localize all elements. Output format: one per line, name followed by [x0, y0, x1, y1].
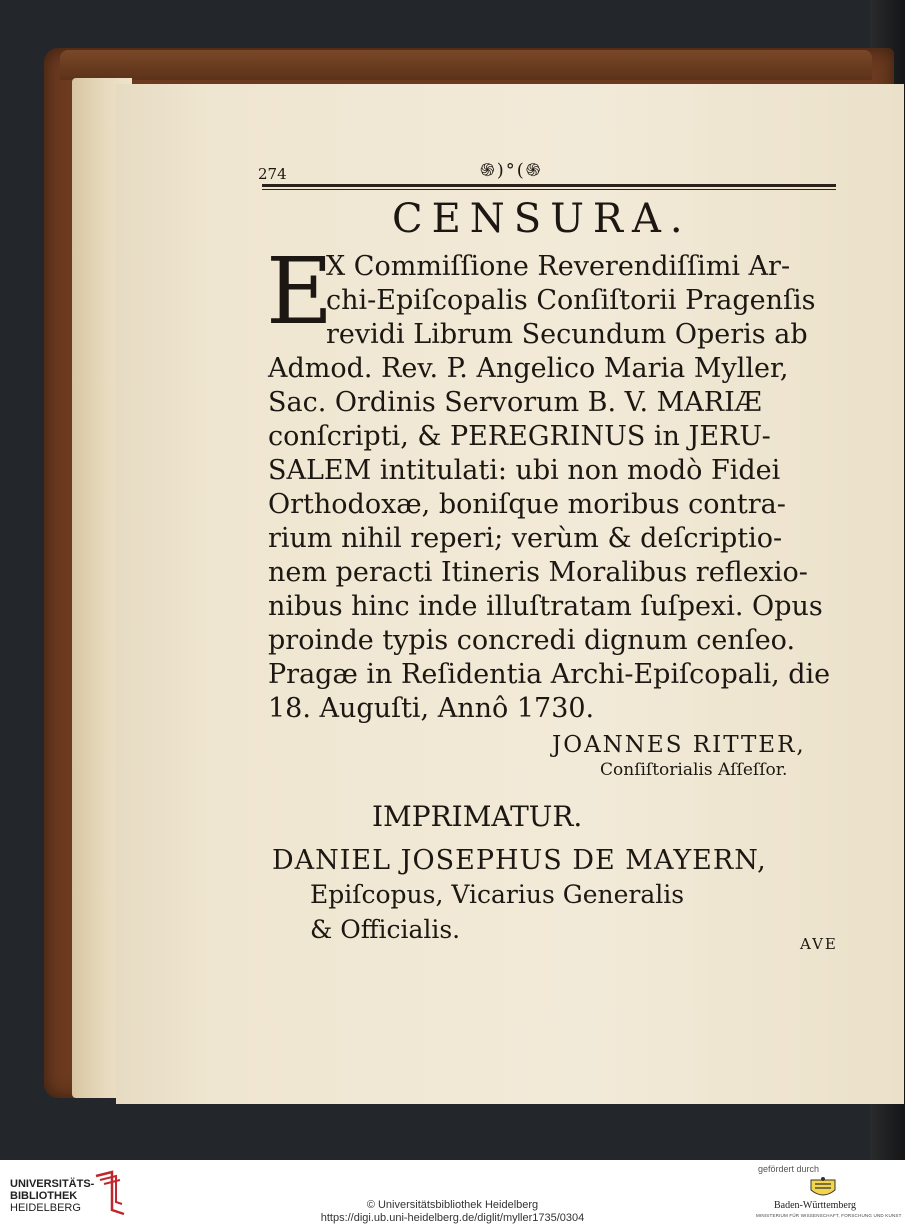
- text-line: 18. Auguſti, Annô 1730.: [268, 693, 595, 724]
- library-name-line: BIBLIOTHEK: [10, 1190, 78, 1202]
- header-rule: [262, 184, 836, 187]
- text-line: rium nihil reperi; verùm & deſcriptio-: [268, 523, 783, 554]
- text-line: Sac. Ordinis Servorum B. V. MARIÆ: [268, 387, 762, 418]
- text-line: Admod. Rev. P. Angelico Maria Myller,: [268, 353, 789, 384]
- copyright-text: © Universitätsbibliothek Heidelberg: [366, 1199, 539, 1211]
- text-line: SALEM intitulati: ubi non modò Fidei: [268, 455, 781, 486]
- funded-by-label: gefördert durch: [758, 1164, 820, 1174]
- bishop-role: & Officialis.: [310, 915, 461, 944]
- text-line: chi-Epiſcopalis Conſiſtorii Pragenſis: [326, 285, 816, 316]
- text-line: revidi Librum Secundum Operis ab: [326, 319, 808, 350]
- text-line: nibus hinc inde illuſtratam ſuſpexi. Opus: [268, 591, 823, 622]
- text-line: X Commiſſione Reverendiſſimi Ar-: [326, 251, 791, 282]
- signer-name: JOANNES RITTER,: [552, 732, 806, 758]
- page-number: 274: [258, 165, 287, 183]
- library-name-line: UNIVERSITÄTS-: [10, 1178, 95, 1190]
- coat-of-arms-icon: [805, 1176, 841, 1200]
- header-ornament: ֍)°(֍: [480, 160, 543, 181]
- bishop-name: DANIEL JOSEPHUS DE MAYERN,: [272, 845, 767, 876]
- header-rule-thin: [262, 189, 836, 190]
- text-line: nem peracti Itineris Moralibus reflexio-: [268, 557, 808, 588]
- library-name-line: HEIDELBERG: [10, 1202, 81, 1214]
- catchword: AVE: [800, 935, 838, 953]
- sponsor-ministry: MINISTERIUM FÜR WISSENSCHAFT, FORSCHUNG UND KUNST: [756, 1213, 902, 1218]
- drop-cap: E: [266, 238, 334, 345]
- text-line: conſcripti, & PEREGRINUS in JERU-: [268, 421, 771, 452]
- bishop-role: Epiſcopus, Vicarius Generalis: [310, 880, 685, 909]
- cover-top-edge: [60, 50, 872, 80]
- signer-role: Conſiſtorialis Aſſeſſor.: [600, 760, 788, 780]
- text-line: Pragæ in Reſidentia Archi-Epiſcopali, die: [268, 659, 831, 690]
- imprimatur-heading: IMPRIMATUR.: [372, 800, 583, 833]
- text-line: Orthodoxæ, boniſque moribus contra-: [268, 489, 786, 520]
- footer-bar: [0, 1160, 905, 1226]
- permalink-url[interactable]: https://digi.ub.uni-heidelberg.de/diglit/myller1735/0304: [320, 1212, 585, 1224]
- page-title: CENSURA.: [392, 196, 692, 242]
- text-line: proinde typis concredi dignum cenſeo.: [268, 625, 796, 656]
- sponsor-name: Baden-Württemberg: [774, 1200, 857, 1211]
